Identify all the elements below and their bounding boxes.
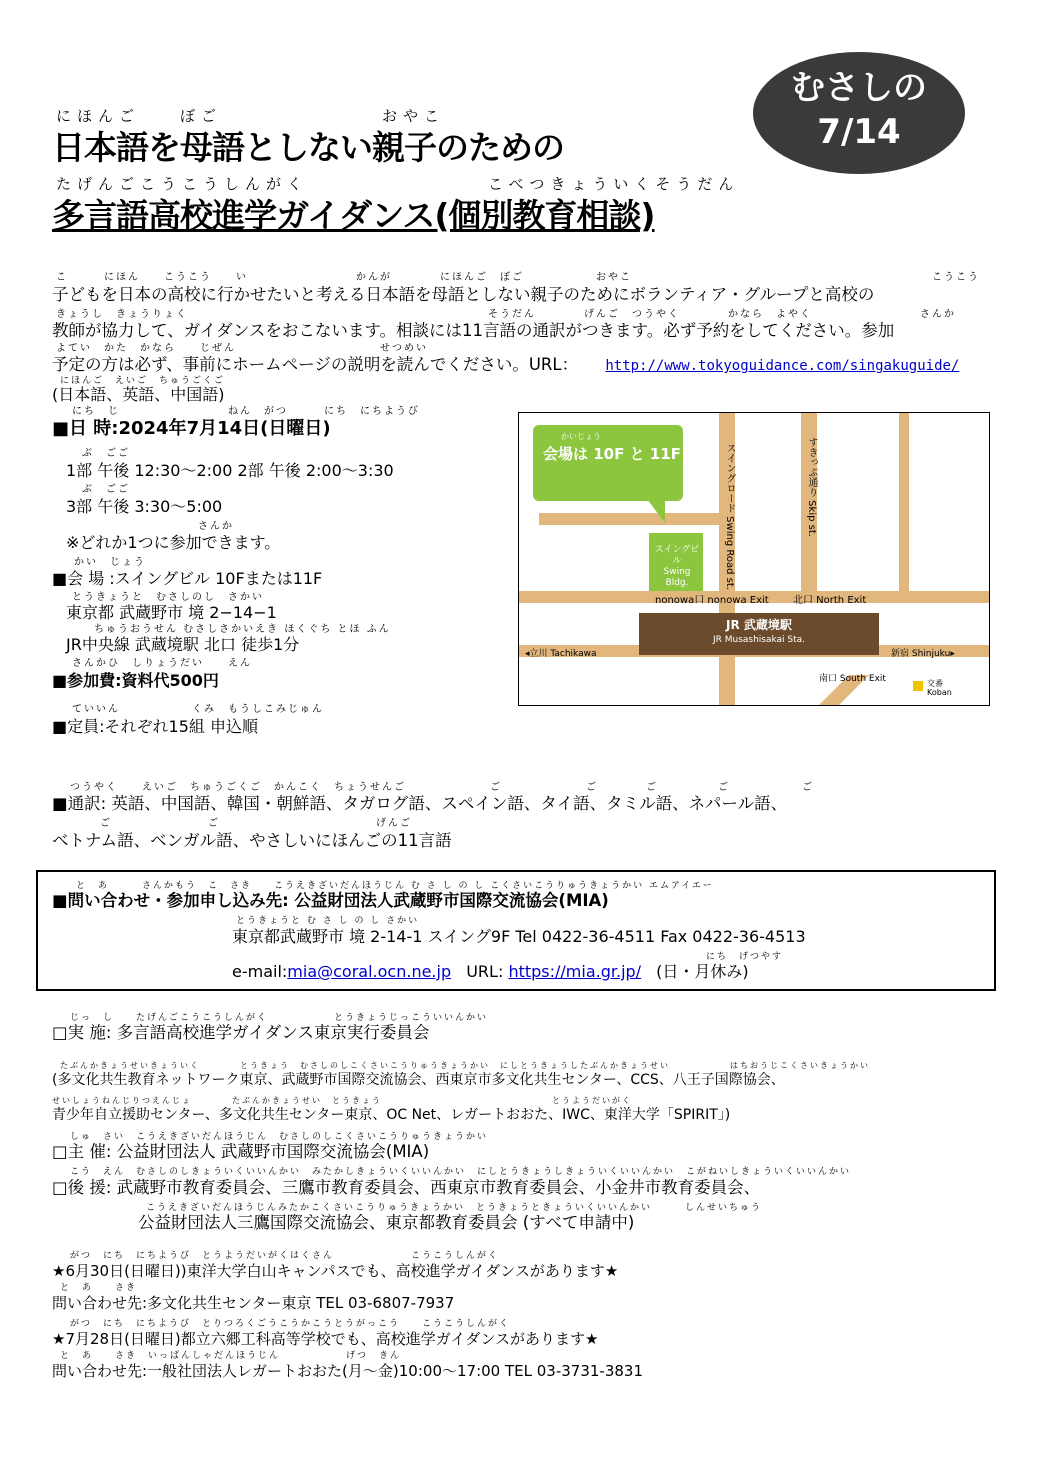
guide-url-link[interactable]: http://www.tokyoguidance.com/singakuguide/ [605,358,960,374]
capacity-ruby: ていいん くみ もうしこみじゅん [72,704,324,715]
venue-ruby: かい じょう [74,557,146,568]
koban-label [927,679,952,697]
support-1: □後 援: 武蔵野市教育委員会、三鷹市教育委員会、西東京市教育委員会、小金井市教育委員会、 [52,1178,761,1197]
closed-days: (日・月休み) [656,962,749,981]
support-2: 公益財団法人三鷹国際交流協会、東京都教育委員会 (すべて申請中) [138,1213,635,1232]
south-exit-label: 南口 South Exit [819,674,886,684]
contact-line-2: 東京都武蔵野市 境 2-14-1 スイング9F Tel 0422-36-4511 Fax 0422-36-4513 [232,927,806,946]
contact-ruby-1: と あ さんかもう こ さき こうえきざいだんほうじん む さ し の し こくさいこうりゅうきょうかい エムアイエー [76,881,714,891]
implementer: □実 施: 多言語高校進学ガイダンス東京実行委員会 [52,1023,430,1042]
intro-ruby-1: こ にほん こうこう い かんが にほんご ぼご おやこ こうこう [56,272,980,283]
interpret-ruby-2: ご ご げんご [100,818,412,829]
network-ruby: たぶんかきょうせいきょういく とうきょう むさしのしこくさいこうりゅうきょうかい にしとうきょうしたぶんかきょうせい はちおうじこくさいきょうかい [60,1061,870,1070]
tachikawa-label: ◂立川 Tachikawa [525,649,597,659]
other-event-2: ★7月28日(日曜日)都立六郷工科高等学校でも、高校進学ガイダンスがあります★ [52,1330,599,1348]
building-label-en: Swing Bldg. [663,567,691,588]
support-ruby-2: こうえきざいだんほうじんみたかこくさいこうりゅうきょうかい とうきょうときょういくいいんかい しんせいちゅう [146,1203,763,1213]
building-label [653,545,701,589]
capacity: ■定員:それぞれ15組 申込順 [52,717,258,736]
intro-line-4: (日本語、英語、中国語) [52,385,225,404]
shinjuku-label: 新宿 Shinjuku▸ [891,649,955,659]
contact-ruby-2: とうきょうと む さ し の し さかい [236,916,420,926]
nonowa-exit-label: nonowa口 nonowa Exit [655,595,769,606]
badge-line2: 7/14 [817,112,901,152]
network-members-1: (多文化共生教育ネットワーク東京、武蔵野市国際交流協会、西東京市多文化共生センター、CCS、八王子国際協会、 [52,1072,785,1088]
interpret-ruby: つうやく えいご ちゅうごくご かんこく ちょうせんご ご ご ご ご ご [70,782,814,793]
email-link[interactable]: mia@coral.ocn.ne.jp [287,962,452,981]
intro-line-2: 教師が協力して、ガイダンスをおこないます。相談には11言語の通訳がつきます。必ず予約をしてください。参加 [52,321,895,340]
contact-ruby-3: にち げつやす [706,952,784,962]
other-contact-1: 問い合わせ先:多文化共生センター東京 TEL 03-6807-7937 [52,1294,455,1312]
fee: ■参加費:資料代500円 [52,671,219,690]
other-ruby-4: と あ さき いっぱんしゃだんほうじん げつ きん [60,1351,402,1361]
station-label-en: JR Musashisakai Sta. [712,635,806,645]
date-ruby: にち じ ねん がつ にち にちようび [72,406,420,417]
interpret-languages-2: ベトナム語、ベンガル語、やさしいにほんごの11言語 [52,831,452,850]
title-ruby-2: たげんごこうこうしんがく こべつきょういくそうだん [56,175,740,193]
koban-marker [913,681,923,691]
support-ruby: こう えん むさしのしきょういくいいんかい みたかしきょういくいいんかい にしとうきょうしきょういくいいんかい こがねいしきょういくいいんかい [70,1167,852,1177]
intro-ruby-4: にほんご えいご ちゅうごくご [60,376,226,386]
impl-ruby: じっ し たげんごこうこうしんがく とうきょうじっこういいんかい [70,1013,489,1023]
event-date: ■日 時:2024年7月14日(日曜日) [52,418,331,439]
venue-address: 東京都 武蔵野市 境 2−14−1 [66,603,277,622]
intro-line-3 [52,354,959,377]
venue-map [518,412,990,706]
mia-url-link[interactable]: https://mia.gr.jp/ [508,962,642,981]
other-ruby-1: がつ にち にちようび とうようだいがくはくさん こうこうしんがく [70,1251,500,1261]
other-ruby-2: と あ さき [60,1283,138,1293]
venue-station: JR中央線 武蔵境駅 北口 徒歩1分 [66,635,300,654]
venue: ■会 場 :スイングビル 10Fまたは11F [52,569,323,588]
session-note: ※どれか1つに参加できます。 [66,533,281,552]
contact-line-3 [232,961,749,983]
badge-line1: むさしの [791,68,927,108]
intro-ruby-2: きょうし きょうりょく そうだん げんご つうやく かなら よやく さんか [56,309,956,320]
koban-label-ja: 交番 [927,679,943,688]
network-members-2: 青少年自立援助センター、多文化共生センター東京、OC Net、レガートおおた、IWC、東洋大学「SPIRIT」) [52,1107,731,1123]
title-ruby-1: にほんご ぼご おやこ [56,107,446,125]
note-ruby: さんか [198,521,234,532]
interpret-languages-1: ■通訳: 英語、中国語、韓国・朝鮮語、タガログ語、スペイン語、タイ語、タミル語、ネパール語、 [52,794,788,813]
date-badge [753,52,965,174]
callout-ruby: かいじょう [561,432,601,441]
koban-label-en: Koban [927,688,952,697]
other-event-1: ★6月30日(日曜日))東洋大学白山キャンパスでも、高校進学ガイダンスがあります★ [52,1262,619,1280]
fee-ruby: さんかひ しりょうだい えん [72,658,252,669]
session-ruby-2: ぶ ごご [82,484,130,495]
page-title-line2: 多言語高校進学ガイダンス(個別教育相談) [52,196,655,235]
road-west [539,513,719,525]
intro-line-1: 子どもを日本の高校に行かせたいと考える日本語を母語としない親子のためにボランティア・グループと高校の [52,285,875,304]
page-title-line1: 日本語を母語としない親子のための [52,128,564,167]
session-times-2: 3部 午後 3:30〜5:00 [66,497,223,516]
skip-st-label: すきっぷ通り Skip st. [806,437,817,537]
host-ruby: しゅ さい こうえきざいだんほうじん むさしのしこくさいこうりゅうきょうかい [70,1132,489,1142]
url-label: URL: [466,962,504,981]
address-ruby: とうきょうと むさしのし さかい [72,592,264,603]
road-east [899,413,909,591]
session-ruby: ぶ ごご [82,448,130,459]
other-ruby-3: がつ にち にちようび とりつろくごうこうかこうとうがっこう こうこうしんがく [70,1319,511,1329]
station-label-ja: JR 武蔵境駅 [726,618,792,632]
other-contact-2: 問い合わせ先:一般社団法人レガートおおた(月〜金)10:00〜17:00 TEL 03-3731-3831 [52,1362,644,1380]
host: □主 催: 公益財団法人 武蔵野市国際交流協会(MIA) [52,1142,430,1161]
network-ruby-2: せいしょうねんじりつえんじょ たぶんかきょうせい とうきょう とうようだいがく [52,1096,632,1105]
email-label: e-mail: [232,962,288,981]
north-exit-label: 北口 North Exit [793,595,867,606]
swing-road-label: スイングロード Swing Road st. [724,443,735,590]
callout-text: 会場は 10F と 11F [543,445,681,463]
contact-line-1: ■問い合わせ・参加申し込み先: 公益財団法人武蔵野市国際交流協会(MIA) [52,891,609,910]
intro-line-3-text: 予定の方は必ず、事前にホームページの説明を読んでください。URL： [52,355,579,374]
station-ruby: ちゅうおうせん むさしさかいえき ほくぐち とほ ふん [94,624,391,635]
building-label-ja: スイングビル [654,545,700,566]
session-times-1: 1部 午後 12:30〜2:00 2部 午後 2:00〜3:30 [66,461,394,480]
intro-ruby-3: よてい かた かなら じぜん せつめい [56,343,428,354]
